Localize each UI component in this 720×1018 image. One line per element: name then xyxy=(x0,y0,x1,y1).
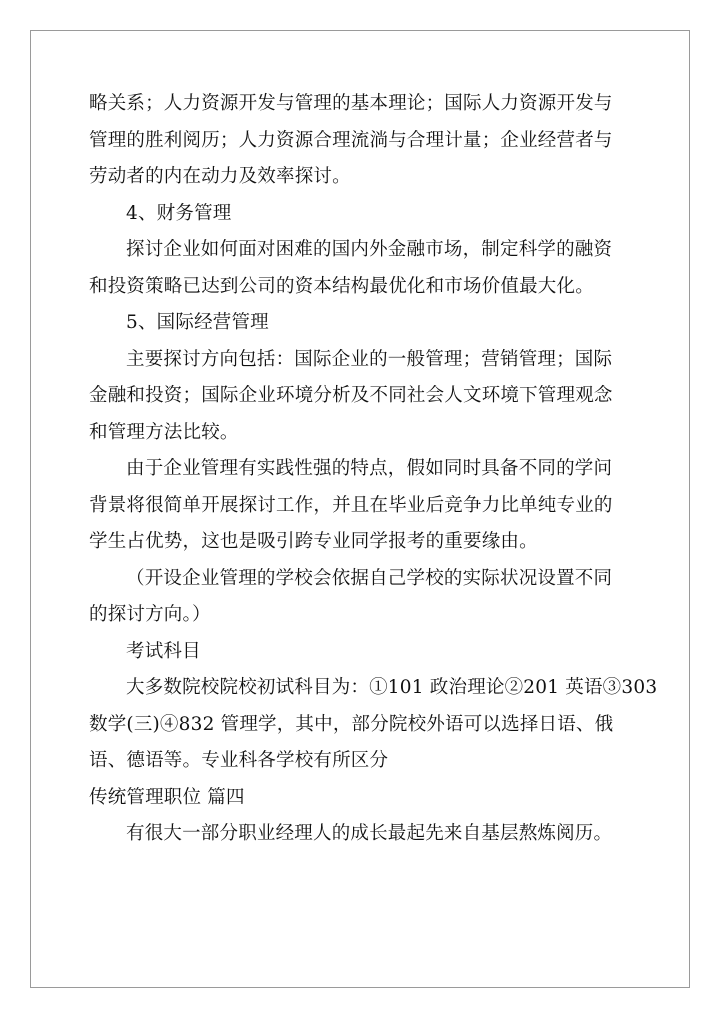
text-line-11: 由于企业管理有实践性强的特点，假如同时具备不同的学问 xyxy=(126,458,613,479)
text-line-1: 略关系；人力资源开发与管理的基本理论；国际人力资源开发与 xyxy=(89,93,613,114)
text-line-8: 主要探讨方向包括：国际企业的一般管理；营销管理；国际 xyxy=(126,348,613,370)
text-line-14: （开设企业管理的学校会依据自己学校的实际状况设置不同 xyxy=(126,567,613,589)
text-line-13: 学生占优势，这也是吸引跨专业同学报考的重要缘由。 xyxy=(89,531,538,552)
document-body xyxy=(89,86,659,853)
text-line-21: 有很大一部分职业经理人的成长最起先来自基层熬炼阅历。 xyxy=(126,823,613,844)
text-line-2: 管理的胜利阅历；人力资源合理流淌与合理计量；企业经营者与 xyxy=(89,129,613,151)
text-line-10: 和管理方法比较。 xyxy=(89,421,239,443)
text-line-12: 背景将很简单开展探讨工作，并且在毕业后竞争力比单纯专业的 xyxy=(89,494,613,516)
section-heading-part-four: 传统管理职位 篇四 xyxy=(89,786,245,808)
text-line-19: 语、德语等。专业科各学校有所区分 xyxy=(89,750,389,771)
text-line-9: 金融和投资；国际企业环境分析及不同社会人文环境下管理观念 xyxy=(89,385,613,406)
text-line-15: 的探讨方向。） xyxy=(89,604,211,625)
text-line-5: 探讨企业如何面对困难的国内外金融市场，制定科学的融资 xyxy=(126,239,613,260)
text-line-18: 数学(三)④832 管理学，其中，部分院校外语可以选择日语、俄 xyxy=(89,713,614,735)
section-heading-international: 5、国际经营管理 xyxy=(126,312,269,333)
text-line-6: 和投资策略已达到公司的资本结构最优化和市场价值最大化。 xyxy=(89,275,594,297)
section-heading-exam: 考试科目 xyxy=(126,640,201,662)
text-line-3: 劳动者的内在动力及效率探讨。 xyxy=(89,166,351,187)
text-line-17: 大多数院校院校初试科目为：①101 政治理论②201 英语③303 xyxy=(126,677,658,698)
section-heading-finance: 4、财务管理 xyxy=(126,202,232,224)
